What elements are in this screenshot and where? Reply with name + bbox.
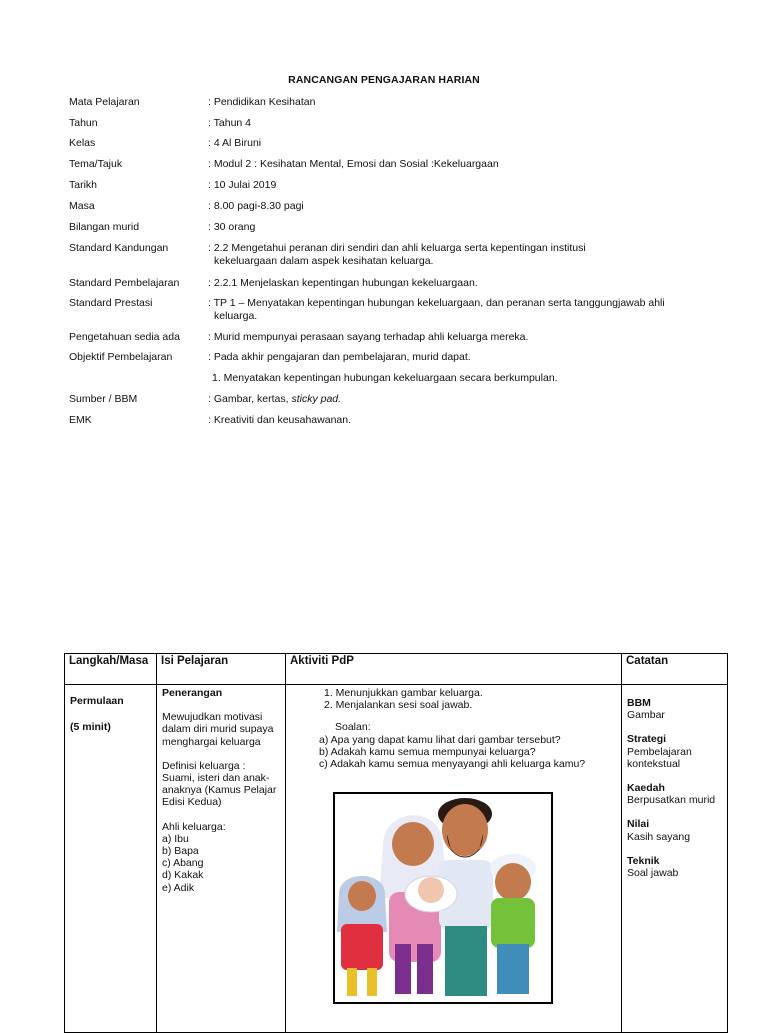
- isi-text: anaknya (Kamus Pelajar: [162, 784, 277, 797]
- catatan-label: Kaedah: [627, 782, 665, 795]
- info-label: Objektif Pembelajaran: [69, 351, 173, 363]
- info-row-date: [69, 179, 709, 200]
- header-aktiviti: Aktiviti PdP: [286, 654, 622, 685]
- isi-text: Suami, isteri dan anak-: [162, 772, 270, 785]
- info-value: [208, 393, 709, 406]
- info-label: Standard Kandungan: [69, 242, 169, 254]
- catatan-value: kontekstual: [627, 757, 681, 770]
- info-label: Tahun: [69, 117, 98, 129]
- list-item: d) Kakak: [162, 869, 204, 882]
- info-value: : 2.2 Mengetahui peranan diri sendiri dan ahli keluarga serta kepentingan institusi: [208, 242, 586, 254]
- info-value: : 4 Al Biruni: [208, 137, 262, 149]
- aktiviti-cell: [286, 685, 622, 1033]
- info-value: : 10 Julai 2019: [208, 179, 277, 191]
- info-value: : Murid mempunyai perasaan sayang terhadap ahli keluarga mereka.: [208, 331, 529, 343]
- table-header-row: [65, 654, 728, 685]
- header-isi: Isi Pelajaran: [157, 654, 286, 685]
- catatan-value: Kasih sayang: [627, 830, 691, 843]
- isi-text: dalam diri murid supaya: [162, 723, 274, 736]
- info-value: : Pada akhir pengajaran dan pembelajaran, murid dapat.: [208, 351, 471, 363]
- info-label: Pengetahuan sedia ada: [69, 331, 180, 343]
- info-label: Standard Prestasi: [69, 297, 153, 309]
- list-item: e) Adik: [162, 881, 195, 894]
- isi-text: menghargai keluarga: [162, 735, 261, 748]
- family-illustration: [335, 794, 551, 1002]
- info-row-prior-knowledge: [69, 331, 709, 351]
- question: c) Adakah kamu semua menyayangi ahli keluarga kamu?: [319, 758, 586, 771]
- isi-text: Mewujudkan motivasi: [162, 711, 263, 724]
- boy-figure: [490, 854, 536, 994]
- info-row-class: [69, 137, 709, 158]
- isi-heading: Penerangan: [162, 687, 223, 699]
- catatan-label: Strategi: [627, 733, 667, 746]
- list-item: a) Ibu: [162, 832, 189, 845]
- info-row-subject: [69, 96, 709, 117]
- isi-text: Definisi keluarga :: [162, 759, 246, 772]
- table-row: [65, 685, 728, 1033]
- info-label: Masa: [69, 200, 95, 212]
- info-row-resources: [69, 393, 709, 414]
- catatan-value: Berpusatkan murid: [627, 794, 716, 807]
- info-value: : 8.00 pagi-8.30 pagi: [208, 200, 304, 212]
- info-row-time: [69, 200, 709, 221]
- activity-step: 2. Menjalankan sesi soal jawab.: [324, 699, 473, 712]
- catatan-cell: [622, 685, 728, 1033]
- langkah-cell: [65, 685, 157, 1033]
- info-value: : 30 orang: [208, 221, 256, 233]
- soalan-label: Soalan:: [335, 721, 371, 734]
- isi-text: Ahli keluarga:: [162, 820, 226, 833]
- catatan-value: Gambar: [627, 709, 665, 722]
- info-row-emk: [69, 414, 709, 435]
- info-row-standard-pembelajaran: [69, 277, 709, 297]
- page-title: RANCANGAN PENGAJARAN HARIAN: [288, 74, 480, 86]
- isi-cell: [157, 685, 286, 1033]
- info-value: : TP 1 – Menyatakan kepentingan hubungan kekeluargaan, dan peranan serta tanggungjawab ahli: [208, 297, 665, 309]
- baby-figure: [405, 876, 457, 912]
- catatan-label: Teknik: [627, 854, 660, 867]
- lesson-info: [69, 96, 709, 435]
- header-catatan: Catatan: [622, 654, 728, 685]
- isi-text: Edisi Kedua): [162, 796, 222, 809]
- info-row-standard-kandungan: [69, 242, 709, 277]
- info-label: Tarikh: [69, 179, 98, 191]
- lesson-table: [64, 653, 728, 1033]
- info-value: : Modul 2 : Kesihatan Mental, Emosi dan Sosial :Kekeluargaan: [208, 158, 499, 170]
- stage-label: Permulaan: [70, 695, 124, 707]
- question: b) Adakah kamu semua mempunyai keluarga?: [319, 745, 536, 758]
- stage-time: (5 minit): [70, 721, 111, 734]
- activity-step: 1. Menunjukkan gambar keluarga.: [324, 687, 483, 699]
- info-value: : Kreativiti dan keusahawanan.: [208, 414, 352, 426]
- info-label: Kelas: [69, 137, 96, 149]
- info-label: Tema/Tajuk: [69, 158, 123, 170]
- info-row-year: [69, 117, 709, 137]
- info-label: Bilangan murid: [69, 221, 140, 233]
- list-item: b) Bapa: [162, 845, 199, 858]
- info-label: Mata Pelajaran: [69, 96, 140, 108]
- catatan-value: Soal jawab: [627, 867, 679, 880]
- catatan-label: BBM: [627, 697, 651, 709]
- list-item: c) Abang: [162, 857, 204, 870]
- info-row-objective-item: [69, 372, 709, 393]
- question: a) Apa yang dapat kamu lihat dari gambar tersebut?: [319, 733, 561, 746]
- family-picture: [333, 792, 553, 1004]
- girl-figure: [337, 876, 387, 996]
- catatan-value: Pembelajaran: [627, 745, 692, 758]
- info-label: EMK: [69, 414, 92, 426]
- info-label: Sumber / BBM: [69, 393, 138, 405]
- info-row-theme: [69, 158, 709, 179]
- info-row-students: [69, 221, 709, 242]
- header-langkah: Langkah/Masa: [65, 654, 157, 685]
- catatan-label: Nilai: [627, 818, 650, 831]
- info-row-objective: [69, 351, 709, 372]
- info-value-text: : Gambar, kertas,: [208, 393, 292, 405]
- info-row-standard-prestasi: [69, 297, 709, 331]
- info-value-continued: kekeluargaan dalam aspek kesihatan keluarga.: [214, 255, 434, 267]
- info-value-italic: sticky pad.: [291, 393, 342, 405]
- info-value: : Pendidikan Kesihatan: [208, 96, 316, 108]
- info-label: Standard Pembelajaran: [69, 277, 180, 289]
- info-value-continued: keluarga.: [214, 310, 258, 322]
- info-value: 1. Menyatakan kepentingan hubungan kekeluargaan secara berkumpulan.: [212, 372, 558, 384]
- info-value: : 2.2.1 Menjelaskan kepentingan hubungan kekeluargaan.: [208, 277, 478, 289]
- info-value: : Tahun 4: [208, 117, 252, 129]
